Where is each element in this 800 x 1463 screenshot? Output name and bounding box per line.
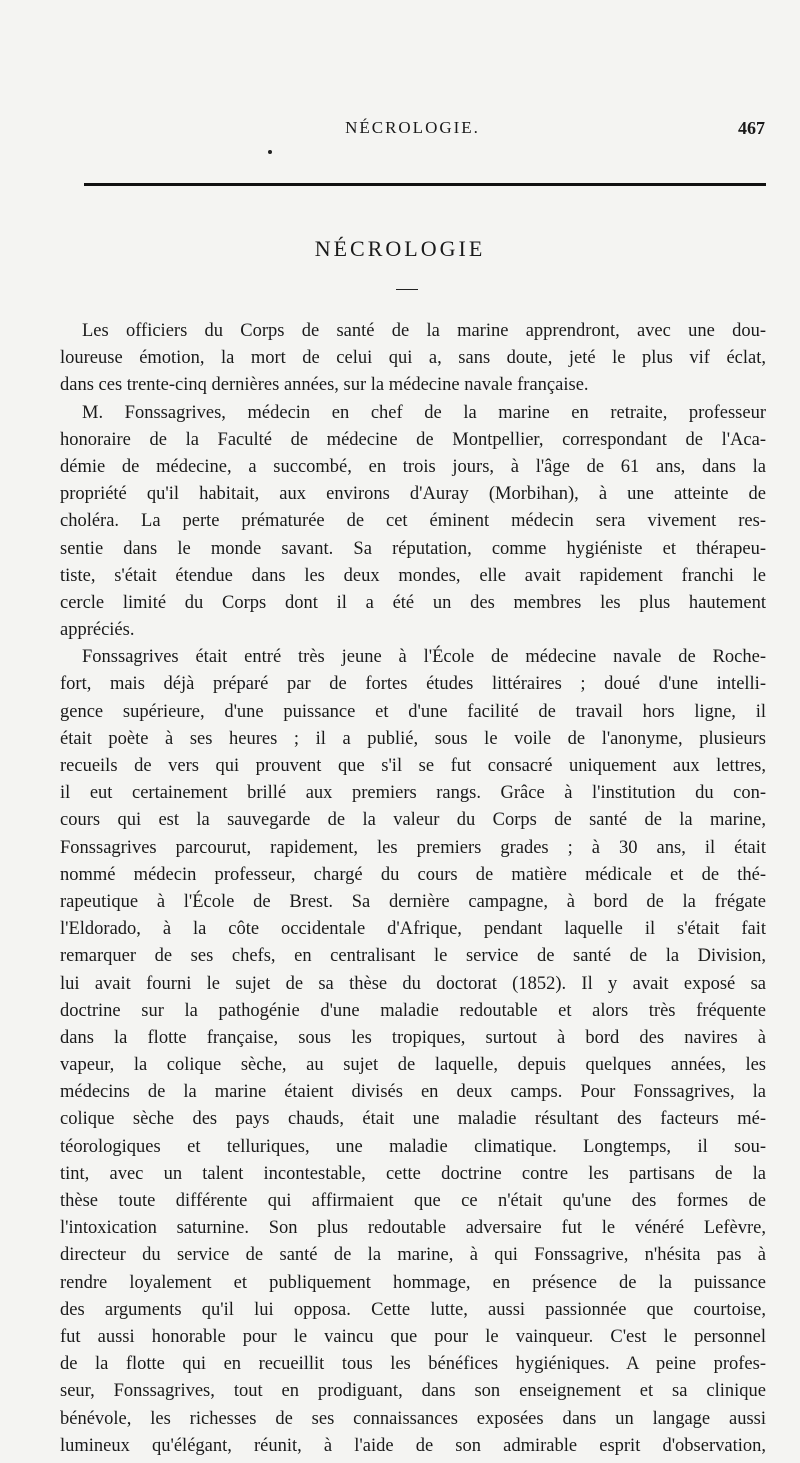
text-line: loureuse émotion, la mort de celui qui a, sans doute, jeté le plus vif éclat, [60,348,766,369]
page-number: 467 [738,118,765,138]
text-line: remarquer de ses chefs, en centralisant le service de santé de la Division, [60,946,766,967]
text-line: seur, Fonssagrives, tout en prodiguant, dans son enseignement et sa clinique [60,1381,766,1402]
text-line: directeur du service de santé de la marine, à qui Fonssagrive, n'hésita pas à [60,1245,766,1266]
text-line: gence supérieure, d'une puissance et d'une facilité de travail hors ligne, il [60,701,766,722]
body-text [60,318,766,1460]
text-line: vapeur, la colique sèche, au sujet de laquelle, depuis quelques années, les [60,1055,766,1076]
text-line: doctrine sur la pathogénie d'une maladie redoutable et alors très fréquente [60,1000,766,1021]
text-line: Fonssagrives parcourut, rapidement, les premiers grades ; à 30 ans, il était [60,837,766,858]
text-line: rendre loyalement et publiquement hommage, en présence de la puissance [60,1272,766,1293]
text-line: M. Fonssagrives, médecin en chef de la marine en retraite, professeur [82,402,766,423]
text-line: tint, avec un talent incontestable, cette doctrine contre les partisans de la [60,1163,766,1184]
ink-dot [268,150,272,154]
text-line: lui avait fourni le sujet de sa thèse du doctorat (1852). Il y avait exposé sa [60,973,766,994]
text-line: Les officiers du Corps de santé de la marine apprendront, avec une dou- [82,321,766,341]
text-line: médecins de la marine étaient divisés en deux camps. Pour Fonssagrives, la [60,1082,766,1103]
text-line: dans ces trente-cinq dernières années, sur la médecine navale française. [60,375,589,396]
header-rule [84,183,766,186]
text-line: tiste, s'était étendue dans les deux mondes, elle avait rapidement franchi le [60,565,766,586]
title-dash [396,289,418,290]
running-head [60,118,765,142]
text-line: rapeutique à l'École de Brest. Sa dernière campagne, à bord de la frégate [60,891,766,912]
text-line: lumineux qu'élégant, réunit, à l'aide de son admirable esprit d'observation, [60,1435,766,1456]
text-line: bénévole, les richesses de ses connaissances exposées dans un langage aussi [60,1408,766,1429]
text-line: il eut certainement brillé aux premiers rangs. Grâce à l'institution du con- [60,783,766,804]
text-line: fort, mais déjà préparé par de fortes études littéraires ; doué d'une intelli- [60,674,766,695]
text-line: colique sèche des pays chauds, était une maladie résultant des facteurs mé- [60,1109,766,1130]
text-line: nommé médecin professeur, chargé du cours de matière médicale et de thé- [60,864,766,885]
text-line: était poète à ses heures ; il a publié, sous le voile de l'anonyme, plusieurs [60,728,766,749]
text-line: l'intoxication saturnine. Son plus redoutable adversaire fut le vénéré Lefèvre, [60,1218,766,1239]
text-line: de la flotte qui en recueillit tous les bénéfices hygiéniques. A peine profes- [60,1354,766,1375]
running-title: NÉCROLOGIE. [345,118,480,137]
section-title: NÉCROLOGIE [314,236,486,261]
text-line: recueils de vers qui prouvent que s'il se fut consacré uniquement aux lettres, [60,756,766,776]
text-line: des arguments qu'il lui opposa. Cette lutte, aussi passionnée que courtoise, [60,1299,766,1320]
text-line: téorologiques et telluriques, une maladie climatique. Longtemps, il sou- [60,1136,766,1157]
text-line: cercle limité du Corps dont il a été un des membres les plus hautement [60,592,766,613]
text-line: honoraire de la Faculté de médecine de Montpellier, correspondant de l'Aca- [60,429,766,450]
text-line: thèse toute différente qui affirmaient que ce n'était qu'une des formes de [60,1191,766,1211]
text-line: choléra. La perte prématurée de cet éminent médecin sera vivement res- [60,511,766,532]
text-line: l'Eldorado, à la côte occidentale d'Afrique, pendant laquelle il s'était fait [60,919,766,940]
text-line: cours qui est la sauvegarde de la valeur du Corps de santé de la marine, [60,810,766,831]
text-line: dans la flotte française, sous les tropiques, surtout à bord des navires à [60,1027,766,1048]
text-line: propriété qu'il habitait, aux environs d'Auray (Morbihan), à une atteinte de [60,484,766,505]
text-line: fut aussi honorable pour le vaincu que pour le vainqueur. C'est le personnel [60,1326,766,1347]
text-line: Fonssagrives était entré très jeune à l'École de médecine navale de Roche- [82,647,766,668]
text-line: démie de médecine, a succombé, en trois jours, à l'âge de 61 ans, dans la [60,456,766,477]
text-line: sentie dans le monde savant. Sa réputation, comme hygiéniste et thérapeu- [60,538,766,559]
text-line: appréciés. [60,620,135,641]
